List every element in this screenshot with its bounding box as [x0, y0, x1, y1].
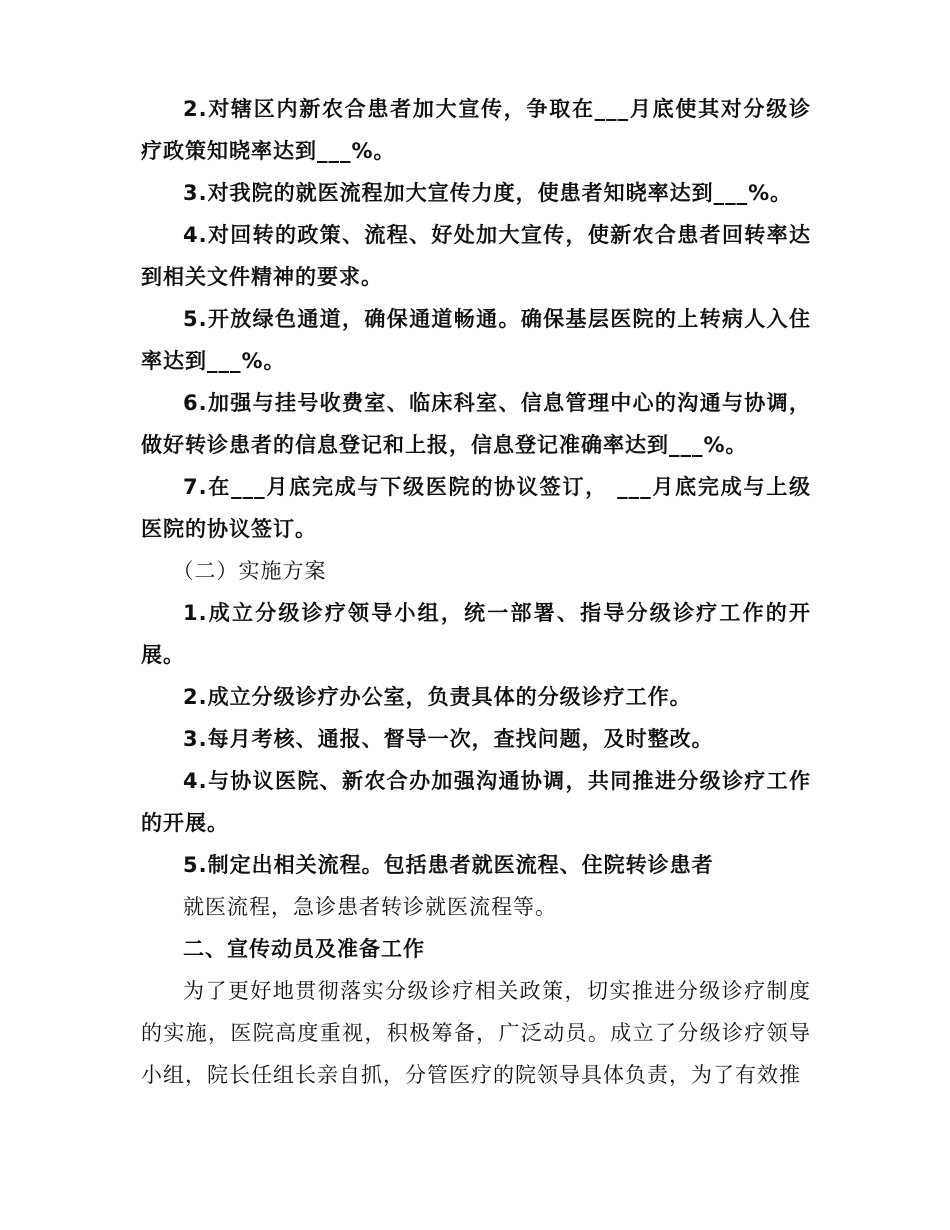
plan-item-2: 2.成立分级诊疗办公室，负责具体的分级诊疗工作。 — [183, 685, 692, 709]
section-heading-implementation: （二）实施方案 — [172, 559, 327, 583]
paragraph-item-6: 6.加强与挂号收费室、临床科室、信息管理中心的沟通与协调，做好转诊患者的信息登记和上报，信息登记准确率达到___%。 — [141, 391, 811, 457]
plan-item-5: 5.制定出相关流程。包括患者就医流程、住院转诊患者 — [183, 853, 714, 877]
body-paragraph: 为了更好地贯彻落实分级诊疗相关政策，切实推进分级诊疗制度的实施，医院高度重视，积极筹备，广泛动员。成立了分级诊疗领导小组，院长任组长亲自抓，分管医疗的院领导具体负责，为了有效推 — [141, 979, 811, 1087]
paragraph-item-5: 5.开放绿色通道，确保通道畅通。确保基层医院的上转病人入住率达到___%。 — [141, 307, 811, 373]
plan-item-4: 4.与协议医院、新农合办加强沟通协调，共同推进分级诊疗工作的开展。 — [141, 769, 811, 835]
plan-item-5-continuation: 就医流程，急诊患者转诊就医流程等。 — [183, 895, 557, 919]
paragraph-item-4: 4.对回转的政策、流程、好处加大宣传，使新农合患者回转率达到相关文件精神的要求。 — [141, 223, 811, 289]
plan-item-1: 1.成立分级诊疗领导小组，统一部署、指导分级诊疗工作的开展。 — [141, 601, 811, 667]
paragraph-item-3: 3.对我院的就医流程加大宣传力度，使患者知晓率达到___%。 — [183, 181, 793, 205]
plan-item-3: 3.每月考核、通报、督导一次，查找问题，及时整改。 — [183, 727, 714, 751]
document-page — [141, 88, 811, 1096]
paragraph-item-7: 7.在___月底完成与下级医院的协议签订， ___月底完成与上级医院的协议签订。 — [141, 475, 811, 541]
paragraph-item-2: 2.对辖区内新农合患者加大宣传，争取在___月底使其对分级诊疗政策知晓率达到___%。 — [141, 97, 811, 163]
section-heading-publicity: 二、宣传动员及准备工作 — [183, 937, 425, 961]
